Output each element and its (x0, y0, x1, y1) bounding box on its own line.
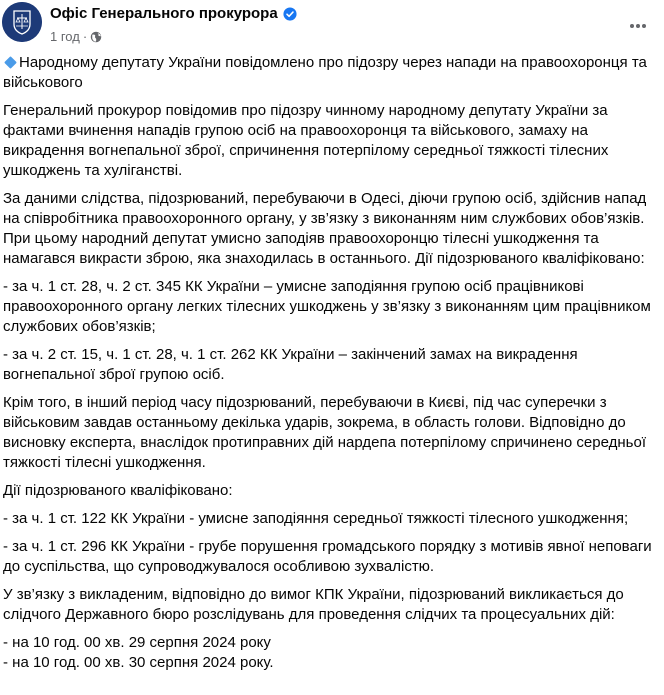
post-meta (50, 29, 102, 44)
meta-separator: · (82, 29, 88, 44)
more-options-button[interactable] (620, 12, 656, 40)
post-timestamp[interactable]: 1 год (50, 29, 80, 44)
date-item: - на 10 год. 00 хв. 29 серпня 2024 року (3, 634, 271, 651)
more-horizontal-icon (630, 24, 634, 28)
page-name[interactable]: Офіс Генерального прокурора (50, 5, 278, 22)
post-header (0, 0, 664, 50)
paragraph: - за ч. 1 ст. 122 КК України - умисне заподіяння середньої тяжкості тілесного ушкодження; (3, 510, 629, 527)
page-name-link[interactable] (50, 5, 297, 22)
prosecutor-emblem-icon (2, 2, 42, 42)
blue-diamond-icon (4, 56, 17, 69)
paragraph: Генеральний прокурор повідомив про підозру чинному народному депутату України за фактами вчинення нападів групою осіб на правоохоронця та військового, замаху на викрадення вогнепальної зброї, спричинення потерпілому середньої тяжкості тілесних ушкоджень та хуліганстві. (3, 102, 609, 179)
verified-badge-icon (283, 7, 297, 21)
post-headline: Народному депутату України повідомлено про підозру через напади на правоохоронця та військового (3, 54, 647, 91)
paragraph: Крім того, в інший період часу підозрюваний, перебуваючи в Києві, під час суперечки з військовим завдав останньому декілька ударів, зокрема, в область голови. Відповідно до висновку експерта, внаслідок протиправних дій нардепа потерпілому спричинено середньої тяжкості тілесні ушкодження. (3, 394, 646, 471)
globe-icon[interactable] (90, 31, 102, 43)
paragraph: - за ч. 1 ст. 28, ч. 2 ст. 345 КК України – умисне заподіяння групою осіб працівникові правоохоронного органу легких тілесних ушкоджень у зв’язку з виконанням цим працівником службових обов’язків; (3, 278, 651, 335)
paragraph: У зв’язку з викладеним, відповідно до вимог КПК України, підозрюваний викликається до слідчого Державного бюро розслідувань для проведення слідчих та процесуальних дій: (3, 586, 624, 623)
paragraph: За даними слідства, підозрюваний, перебуваючи в Одесі, діючи групою осіб, здійснив напад на співробітника правоохоронного органу, у зв’язку з виконанням ним службових обов’язків. При цьому народний депутат умисно заподіяв правоохоронцю тілесні ушкодження та намагався викрасти зброю, яка знаходилась в останнього. Дії підозрюваного кваліфіковано: (3, 190, 647, 267)
paragraph: - за ч. 2 ст. 15, ч. 1 ст. 28, ч. 1 ст. 262 КК України – закінчений замах на викрадення вогнепальної зброї групою осіб. (3, 346, 578, 383)
paragraph: - за ч. 1 ст. 296 КК України - грубе порушення громадського порядку з мотивів явної неповаги до суспільства, що супроводжувалося особливою зухвалістю. (3, 538, 652, 575)
post-text (3, 53, 659, 673)
date-item: - на 10 год. 00 хв. 30 серпня 2024 року. (3, 654, 274, 671)
page-avatar[interactable] (2, 2, 42, 42)
paragraph: Дії підозрюваного кваліфіковано: (3, 482, 233, 499)
